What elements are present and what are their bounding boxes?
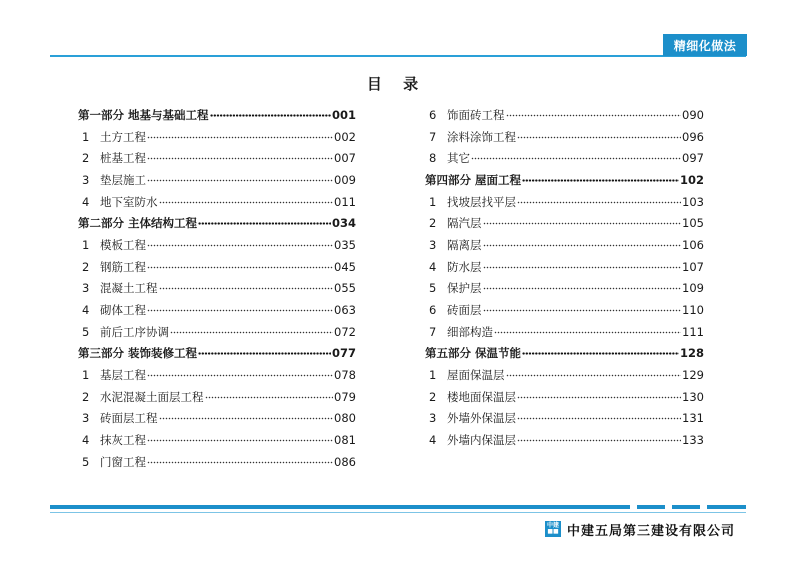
toc-leader-dots: [506, 368, 682, 380]
toc-entry[interactable]: [425, 386, 704, 408]
toc-leader-dots: [483, 260, 682, 272]
toc-leader-dots: [170, 325, 333, 337]
toc-entry-number: 2: [429, 216, 437, 231]
toc-entry[interactable]: [78, 321, 356, 343]
toc-leader-dots: [147, 151, 333, 163]
toc-leader-dots: [517, 195, 681, 207]
toc-entry-label: 饰面砖工程: [447, 107, 505, 122]
toc-entry-number: 7: [429, 129, 437, 144]
toc-entry-label: 地下室防水: [100, 194, 158, 209]
toc-entry[interactable]: [78, 234, 356, 256]
toc-entry-number: 4: [429, 259, 437, 274]
toc-entry-number: 2: [82, 151, 90, 166]
toc-entry-number: 1: [82, 368, 90, 383]
toc-entry-number: 3: [82, 281, 90, 296]
toc-entry-number: 2: [429, 389, 437, 404]
toc-entry-label: 钢筋工程: [100, 259, 146, 274]
toc-page-number: 079: [334, 389, 356, 404]
toc-leader-dots: [147, 238, 333, 250]
toc-entry-label: 外墙外保温层: [447, 411, 516, 426]
toc-entry-label: 屋面保温层: [447, 368, 505, 383]
toc-entry[interactable]: [425, 408, 704, 430]
toc-left-column: [78, 104, 356, 473]
company-logo-icon: 中建 ■■: [546, 522, 559, 535]
toc-entry-number: 3: [429, 237, 437, 252]
toc-entry[interactable]: [78, 429, 356, 451]
toc-entry-label: 第二部分 主体结构工程: [78, 216, 198, 231]
toc-entry[interactable]: [78, 386, 356, 408]
toc-entry-number: 4: [82, 433, 90, 448]
toc-page-number: 128: [679, 346, 704, 361]
toc-leader-dots: [517, 390, 681, 402]
toc-entry[interactable]: [425, 104, 704, 126]
toc-page-number: 055: [334, 281, 356, 296]
footer: [545, 519, 735, 539]
toc-entry-label: 基层工程: [100, 368, 146, 383]
toc-entry-label: 模板工程: [100, 237, 146, 252]
toc-right-column: [425, 104, 704, 451]
toc-leader-dots: [483, 216, 682, 228]
toc-page-number: 077: [331, 346, 356, 361]
toc-page-number: 081: [334, 433, 356, 448]
toc-section[interactable]: [78, 104, 356, 126]
toc-page-number: 045: [334, 259, 356, 274]
toc-leader-dots: [159, 195, 334, 207]
toc-leader-dots: [494, 325, 681, 337]
toc-page-number: 131: [682, 411, 704, 426]
toc-page-number: 001: [331, 107, 356, 122]
toc-leader-dots: [483, 303, 682, 315]
footer-dash: [707, 505, 746, 509]
toc-page-number: 129: [682, 368, 704, 383]
footer-dash: [637, 505, 665, 509]
toc-page-number: 109: [682, 281, 704, 296]
toc-entry[interactable]: [78, 256, 356, 278]
toc-entry-label: 第三部分 装饰装修工程: [78, 346, 198, 361]
toc-entry-label: 垫层施工: [100, 172, 146, 187]
toc-entry[interactable]: [425, 126, 704, 148]
toc-entry-label: 第一部分 地基与基础工程: [78, 107, 209, 122]
toc-leader-dots: [159, 411, 334, 423]
toc-entry-number: 8: [429, 151, 437, 166]
toc-page-number: 107: [682, 259, 704, 274]
toc-leader-dots: [198, 346, 331, 358]
toc-entry[interactable]: [425, 321, 704, 343]
toc-page-number: 034: [331, 216, 356, 231]
toc-section[interactable]: [425, 169, 704, 191]
toc-page-number: 002: [334, 129, 356, 144]
toc-page-number: 133: [682, 433, 704, 448]
toc-leader-dots: [147, 433, 333, 445]
toc-entry[interactable]: [78, 364, 356, 386]
toc-leader-dots: [147, 303, 333, 315]
toc-leader-dots: [159, 281, 334, 293]
toc-entry-number: 5: [82, 454, 90, 469]
toc-leader-dots: [483, 281, 682, 293]
toc-leader-dots: [147, 455, 333, 467]
footer-dash: [672, 505, 700, 509]
footer-rule: [50, 505, 630, 509]
toc-entry[interactable]: [78, 278, 356, 300]
toc-leader-dots: [205, 390, 334, 402]
toc-entry-label: 找坡层找平层: [447, 194, 516, 209]
toc-entry-number: 3: [82, 172, 90, 187]
toc-entry-number: 1: [82, 237, 90, 252]
toc-entry-number: 3: [429, 411, 437, 426]
toc-entry-label: 砖面层工程: [100, 411, 158, 426]
toc-entry-number: 2: [82, 259, 90, 274]
toc-entry-number: 3: [82, 411, 90, 426]
toc-entry-label: 第四部分 屋面工程: [425, 172, 522, 187]
toc-entry-label: 抹灰工程: [100, 433, 146, 448]
footer-thin-rule: [50, 512, 746, 513]
toc-leader-dots: [483, 238, 682, 250]
toc-entry[interactable]: [425, 212, 704, 234]
toc-entry-label: 砌体工程: [100, 303, 146, 318]
toc-entry-label: 外墙内保温层: [447, 433, 516, 448]
toc-page-number: 072: [334, 324, 356, 339]
toc-leader-dots: [517, 411, 681, 423]
toc-leader-dots: [198, 216, 331, 228]
toc-entry-label: 楼地面保温层: [447, 389, 516, 404]
toc-leader-dots: [147, 368, 333, 380]
page-title: 目 录: [366, 75, 427, 93]
doc-type-badge: 精细化做法: [663, 34, 747, 56]
toc-entry[interactable]: [425, 278, 704, 300]
toc-leader-dots: [147, 260, 333, 272]
toc-entry-number: 1: [429, 194, 437, 209]
toc-page-number: 086: [334, 454, 356, 469]
toc-entry-number: 7: [429, 324, 437, 339]
toc-leader-dots: [147, 130, 333, 142]
toc-entry[interactable]: [425, 256, 704, 278]
toc-leader-dots: [506, 108, 682, 120]
toc-leader-dots: [522, 346, 679, 358]
toc-entry[interactable]: [78, 299, 356, 321]
toc-entry[interactable]: [78, 169, 356, 191]
toc-leader-dots: [522, 173, 679, 185]
toc-entry[interactable]: [78, 191, 356, 213]
toc-entry[interactable]: [425, 364, 704, 386]
toc-leader-dots: [147, 173, 333, 185]
toc-section[interactable]: [78, 343, 356, 365]
toc-leader-dots: [210, 108, 331, 120]
toc-entry-label: 砖面层: [447, 303, 482, 318]
header-rule: [50, 55, 746, 57]
toc-entry-label: 隔离层: [447, 237, 482, 252]
toc-page-number: 105: [682, 216, 704, 231]
toc-entry-number: 6: [429, 303, 437, 318]
toc-entry[interactable]: [425, 191, 704, 213]
toc-entry[interactable]: [78, 451, 356, 473]
toc-page-number: 096: [682, 129, 704, 144]
toc-page-number: 063: [334, 303, 356, 318]
toc-entry-label: 门窗工程: [100, 454, 146, 469]
toc-entry-label: 防水层: [447, 259, 482, 274]
toc-page-number: 035: [334, 237, 356, 252]
toc-entry-number: 5: [82, 324, 90, 339]
toc-entry-label: 隔汽层: [447, 216, 482, 231]
toc-entry[interactable]: [425, 429, 704, 451]
toc-page-number: 078: [334, 368, 356, 383]
toc-section[interactable]: [78, 212, 356, 234]
toc-entry-label: 涂料涂饰工程: [447, 129, 516, 144]
toc-entry-number: 1: [429, 368, 437, 383]
toc-entry-number: 2: [82, 389, 90, 404]
toc-leader-dots: [517, 433, 681, 445]
toc-entry[interactable]: [425, 299, 704, 321]
company-name: 中建五局第三建设有限公司: [567, 523, 736, 539]
toc-entry-label: 细部构造: [447, 324, 493, 339]
toc-page-number: 011: [334, 194, 356, 209]
toc-page-number: 097: [682, 151, 704, 166]
toc-entry-number: 6: [429, 107, 437, 122]
toc-entry-label: 第五部分 保温节能: [425, 346, 522, 361]
toc-page-number: 111: [682, 324, 704, 339]
toc-entry-label: 前后工序协调: [100, 324, 169, 339]
toc-page-number: 007: [334, 151, 356, 166]
toc-page-number: 130: [682, 389, 704, 404]
toc-entry-number: 5: [429, 281, 437, 296]
toc-entry-label: 水泥混凝土面层工程: [100, 389, 204, 404]
toc-entry-label: 混凝土工程: [100, 281, 158, 296]
toc-entry-label: 土方工程: [100, 129, 146, 144]
toc-entry-number: 4: [82, 303, 90, 318]
toc-page-number: 080: [334, 411, 356, 426]
toc-page-number: 106: [682, 237, 704, 252]
toc-page-number: 103: [682, 194, 704, 209]
toc-entry[interactable]: [78, 126, 356, 148]
toc-entry-label: 其它: [447, 151, 470, 166]
toc-page-number: 102: [679, 172, 704, 187]
toc-entry-number: 4: [82, 194, 90, 209]
toc-entry[interactable]: [78, 408, 356, 430]
toc-section[interactable]: [425, 343, 704, 365]
toc-entry[interactable]: [78, 147, 356, 169]
toc-entry-label: 保护层: [447, 281, 482, 296]
toc-entry-label: 桩基工程: [100, 151, 146, 166]
toc-page-number: 009: [334, 172, 356, 187]
toc-leader-dots: [471, 151, 681, 163]
toc-entry-number: 1: [82, 129, 90, 144]
toc-entry[interactable]: [425, 147, 704, 169]
toc-entry[interactable]: [425, 234, 704, 256]
toc-entry-number: 4: [429, 433, 437, 448]
toc-page-number: 090: [682, 107, 704, 122]
toc-page-number: 110: [682, 303, 704, 318]
toc-leader-dots: [517, 130, 681, 142]
